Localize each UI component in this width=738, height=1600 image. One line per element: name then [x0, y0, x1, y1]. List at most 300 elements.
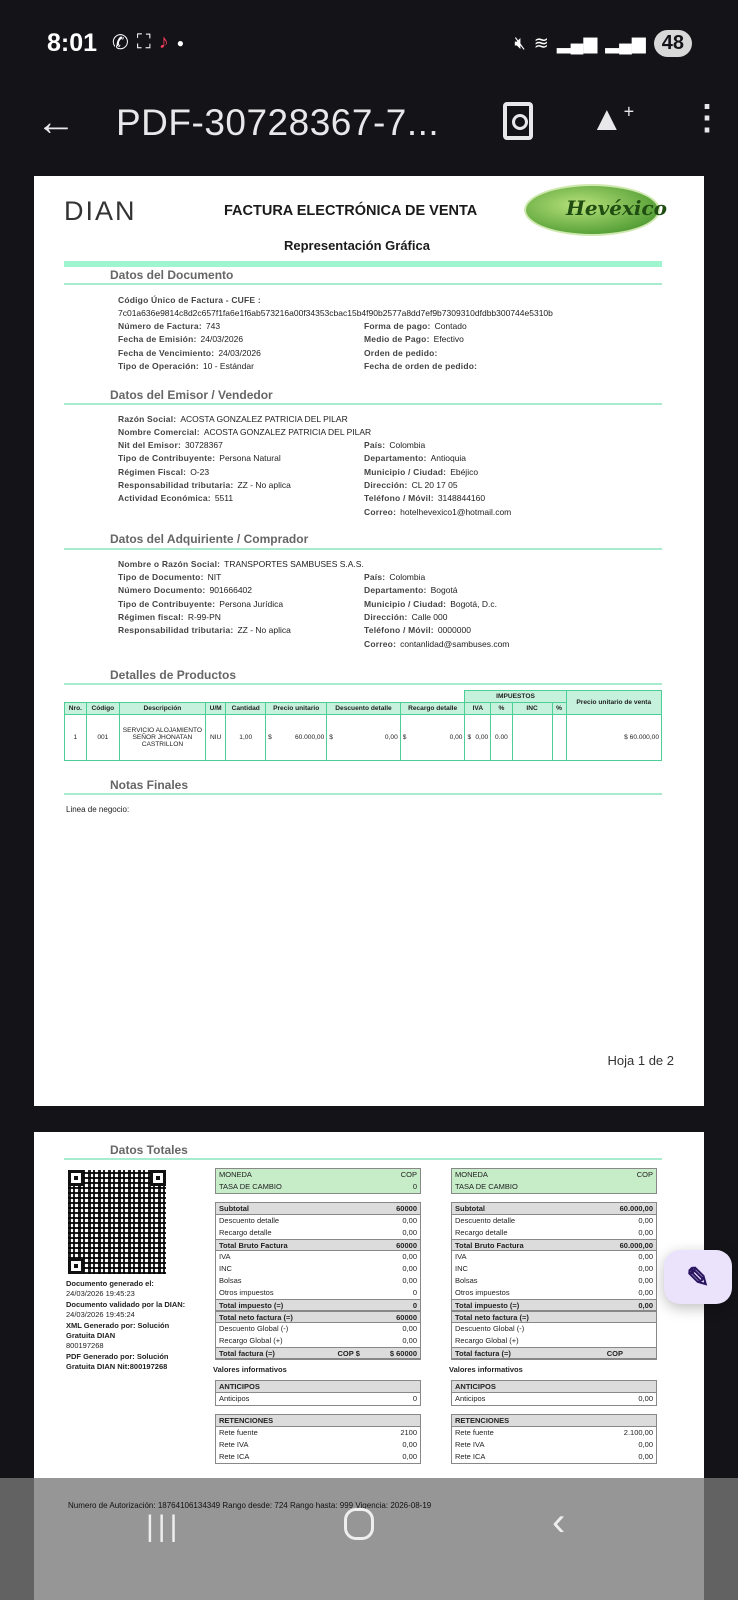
app-toolbar — [0, 90, 738, 170]
totals-currency: COP — [606, 1349, 623, 1358]
totals-value: 0 — [412, 1182, 417, 1191]
totals-label: Total factura (=) — [455, 1349, 511, 1358]
field-row — [118, 572, 221, 582]
field-label: Régimen Fiscal: — [118, 466, 187, 477]
totals-label: Total factura (=) — [219, 1349, 275, 1358]
totals-label: Subtotal — [219, 1204, 249, 1213]
valores-informativos-label: Valores informativos — [449, 1365, 523, 1374]
impuestos-header: IMPUESTOS — [465, 691, 566, 703]
cell-descripcion: SERVICIO ALOJAMIENTO SEÑOR JHONATAN CASTRILLON — [119, 715, 205, 761]
cell-um: NIU — [205, 715, 225, 761]
totals-row — [452, 1347, 656, 1359]
field-value: CL 20 17 05 — [411, 479, 458, 490]
totals-row — [452, 1439, 656, 1451]
document-title: PDF-30728367-7... — [116, 102, 440, 143]
totals-label: Total impuesto (=) — [219, 1301, 284, 1310]
field-row — [118, 321, 220, 331]
field-row — [118, 612, 221, 622]
totals-currency: COP $ — [337, 1349, 360, 1358]
invoice-subtitle: Representación Gráfica — [284, 238, 430, 253]
totals-row — [452, 1181, 656, 1193]
cell-codigo: 001 — [86, 715, 119, 761]
page-number: Hoja 1 de 2 — [607, 1053, 674, 1068]
recent-apps-icon[interactable]: ||| — [146, 1510, 182, 1543]
signal-icon: ▂▄▆ — [556, 33, 598, 53]
cell-cantidad: 1,00 — [226, 715, 266, 761]
retenciones-title: RETENCIONES — [452, 1415, 656, 1427]
edit-signature-button[interactable] — [664, 1250, 732, 1304]
field-value: Colombia — [389, 440, 426, 450]
totals-row — [452, 1393, 656, 1405]
field-label: Razón Social: — [118, 414, 177, 424]
field-row — [118, 480, 291, 490]
anticipos-title: ANTICIPOS — [216, 1381, 420, 1393]
totals-label: Rete fuente — [219, 1428, 258, 1437]
totals-row — [216, 1335, 420, 1347]
totals-value: 0,00 — [402, 1440, 417, 1449]
field-row — [364, 625, 471, 635]
field-row — [118, 334, 243, 344]
section-title-notas: Notas Finales — [110, 778, 189, 792]
totals-row — [452, 1169, 656, 1181]
totals-row — [452, 1263, 656, 1275]
field-label: País: — [364, 440, 386, 450]
totals-row — [216, 1439, 420, 1451]
tiktok-icon: ♪ — [158, 31, 169, 53]
totals-label: Rete ICA — [455, 1452, 486, 1461]
field-row — [364, 467, 478, 477]
totals-value: 0,00 — [638, 1228, 653, 1237]
field-row — [118, 493, 233, 503]
field-value: NIT — [207, 572, 222, 582]
anticipos-box — [451, 1380, 657, 1406]
back-icon[interactable]: ‹ — [552, 1500, 566, 1544]
totals-label: Anticipos — [455, 1394, 486, 1403]
totals-value: 0,00 — [638, 1276, 653, 1285]
field-row — [118, 559, 364, 569]
totals-row — [216, 1287, 420, 1299]
header-divider — [64, 261, 662, 267]
currency-box — [215, 1168, 421, 1194]
totals-value: 2.100,00 — [623, 1428, 653, 1437]
field-row — [364, 440, 425, 450]
totals-row — [216, 1311, 420, 1323]
field-row — [364, 599, 497, 609]
field-row — [364, 321, 467, 331]
qr-code — [68, 1170, 166, 1274]
totals-value: 0,00 — [638, 1252, 653, 1261]
totals-row — [216, 1263, 420, 1275]
field-row — [118, 599, 283, 609]
field-value: O-23 — [190, 466, 210, 477]
pdf-page-1 — [34, 176, 704, 1106]
totals-label: Recargo Global (+) — [455, 1336, 519, 1345]
totals-row — [216, 1299, 420, 1311]
anticipos-title: ANTICIPOS — [452, 1381, 656, 1393]
totals-label: IVA — [455, 1252, 467, 1261]
totals-value: 0,00 — [638, 1301, 653, 1310]
totals-value: COP — [636, 1170, 653, 1179]
gen-info-label: XML Generado por: Solución Gratuita DIAN — [66, 1320, 170, 1341]
section-divider — [64, 283, 662, 285]
section-title-totales: Datos Totales — [110, 1143, 188, 1157]
totals-label: INC — [219, 1264, 232, 1273]
totals-row — [216, 1181, 420, 1193]
field-label: Departamento: — [364, 453, 427, 464]
totals-value: 60000 — [396, 1241, 417, 1250]
signal-icon: ▂▄▆ — [605, 33, 646, 53]
totals-row — [216, 1239, 420, 1251]
edit-signature-icon: ✎ — [686, 1261, 710, 1293]
totals-value: 0,00 — [638, 1452, 653, 1461]
totals-row — [216, 1393, 420, 1405]
field-row — [118, 414, 348, 424]
field-value: Antioquia — [430, 453, 467, 464]
totals-label: Bolsas — [455, 1276, 478, 1285]
section-title-productos: Detalles de Productos — [110, 668, 237, 682]
col-header: Código — [86, 703, 119, 715]
field-label: Dirección: — [364, 611, 408, 622]
totals-value: 0,00 — [402, 1452, 417, 1461]
col-header: Precio unitario — [266, 703, 327, 715]
retenciones-title: RETENCIONES — [216, 1415, 420, 1427]
totals-label: MONEDA — [219, 1170, 252, 1179]
col-header: Recargo detalle — [400, 703, 465, 715]
field-label: Teléfono / Móvil: — [364, 493, 434, 504]
col-header: INC — [512, 703, 552, 715]
retenciones-box — [215, 1414, 421, 1464]
document-search-icon[interactable] — [503, 102, 533, 140]
cufe-value: 7c01a636e9814c8d2c657f1fa6e1f6ab573216a00f34353cbac15b4f90b2577a8dd7ef9b7309310dfdbb300744e5310b — [118, 308, 553, 318]
totals-value: COP — [400, 1170, 417, 1179]
totals-value: 0,00 — [638, 1288, 653, 1297]
section-divider — [64, 683, 662, 685]
totals-row — [452, 1335, 656, 1347]
totals-value: 0,00 — [638, 1394, 653, 1403]
field-label: Municipio / Ciudad: — [364, 466, 447, 477]
cell-iva-pct: 0.00 — [491, 715, 512, 761]
totals-label: Bolsas — [219, 1276, 242, 1285]
field-label: Correo: — [364, 638, 397, 649]
field-label: Responsabilidad tributaria: — [118, 625, 234, 636]
field-value: Persona Natural — [219, 453, 281, 464]
totals-label: Total Bruto Factura — [455, 1241, 524, 1250]
totals-label: Rete IVA — [219, 1440, 249, 1449]
field-label: Tipo de Documento: — [118, 572, 204, 582]
section-divider — [64, 793, 662, 795]
totals-label: Descuento Global (-) — [455, 1324, 525, 1333]
col-header: Cantidad — [226, 703, 266, 715]
totals-value: 2100 — [400, 1428, 417, 1437]
field-value: 24/03/2026 — [200, 334, 244, 345]
totals-row — [452, 1275, 656, 1287]
totals-label: TASA DE CAMBIO — [219, 1182, 282, 1191]
totals-row — [452, 1451, 656, 1463]
gen-info-value: 24/03/2026 19:45:24 — [66, 1310, 135, 1320]
field-label: Departamento: — [364, 585, 427, 596]
cell-recargo: $ 0,00 — [400, 715, 465, 761]
totals-value: 0 — [412, 1301, 417, 1310]
section-title-adquiriente: Datos del Adquiriente / Comprador — [110, 532, 309, 546]
field-label: Número Documento: — [118, 585, 206, 596]
totals-row — [452, 1251, 656, 1263]
field-row — [118, 467, 209, 477]
section-divider — [64, 1158, 662, 1160]
field-value: Contado — [434, 321, 467, 331]
mute-icon: 🔇︎ — [514, 33, 526, 53]
field-label: Régimen fiscal: — [118, 611, 184, 622]
field-value: Persona Jurídica — [219, 598, 284, 609]
whatsapp-icon: ✆ — [112, 32, 129, 54]
generation-info — [66, 1279, 191, 1373]
totals-label: Recargo Global (+) — [219, 1336, 283, 1345]
screenshot-icon: ⛶ — [136, 31, 151, 53]
totals-row — [452, 1215, 656, 1227]
field-value: Efectivo — [433, 334, 464, 345]
status-bar — [0, 0, 738, 90]
totals-row — [216, 1347, 420, 1359]
totals-value: 0,00 — [402, 1228, 417, 1237]
totals-label: Total Bruto Factura — [219, 1241, 288, 1250]
field-label: Teléfono / Móvil: — [364, 625, 434, 636]
field-value: Bogotá — [430, 585, 458, 596]
totals-label: Recargo detalle — [219, 1228, 272, 1237]
field-row — [118, 585, 252, 595]
totals-value: 0,00 — [638, 1264, 653, 1273]
totals-value: 0,00 — [402, 1264, 417, 1273]
field-label: Nit del Emisor: — [118, 440, 181, 450]
totals-row — [452, 1203, 656, 1215]
totals-value: $ 60000 — [389, 1349, 417, 1358]
field-value: Ebéjico — [450, 466, 479, 477]
drive-add-icon[interactable]: ▲+ — [590, 100, 635, 138]
field-value: ZZ - No aplica — [237, 625, 291, 636]
cufe-label: Código Único de Factura - CUFE : — [118, 295, 261, 305]
currency-box — [451, 1168, 657, 1194]
field-row — [364, 361, 481, 371]
field-value: Bogotá, D.c. — [450, 598, 497, 609]
field-row — [364, 639, 509, 649]
totals-row — [216, 1203, 420, 1215]
field-label: Responsabilidad tributaria: — [118, 479, 234, 490]
totals-row — [216, 1427, 420, 1439]
home-icon[interactable] — [344, 1508, 374, 1540]
field-value: 30728367 — [184, 440, 223, 450]
cell-inc-pct — [552, 715, 566, 761]
linea-negocio: Linea de negocio: — [66, 805, 130, 814]
valores-informativos-label: Valores informativos — [213, 1365, 287, 1374]
field-label: Medio de Pago: — [364, 334, 430, 345]
field-label: Tipo de Contribuyente: — [118, 453, 216, 464]
totals-box — [451, 1202, 657, 1360]
field-value: hotelhevexico1@hotmail.com — [400, 506, 512, 517]
hotel-logo: Hevéxico — [524, 184, 660, 236]
totals-label: Subtotal — [455, 1204, 485, 1213]
field-row — [118, 440, 223, 450]
totals-value: 0,00 — [402, 1324, 417, 1333]
field-value: contanlidad@sambuses.com — [400, 638, 510, 649]
field-value: R-99-PN — [187, 611, 221, 622]
field-label: Nombre Comercial: — [118, 427, 200, 438]
totals-row — [452, 1239, 656, 1251]
field-label: Fecha de Vencimiento: — [118, 347, 215, 358]
field-value: 24/03/2026 — [218, 347, 261, 358]
field-label: Correo: — [364, 506, 397, 517]
field-value: ACOSTA GONZALEZ PATRICIA DEL PILAR — [203, 427, 372, 438]
section-title-emisor: Datos del Emisor / Vendedor — [110, 388, 273, 402]
col-header: % — [552, 703, 566, 715]
field-value: 0000000 — [437, 625, 471, 636]
anticipos-box — [215, 1380, 421, 1406]
field-row — [118, 427, 371, 437]
navigation-bar — [0, 1478, 738, 1600]
field-row — [364, 507, 511, 517]
totals-value: 0 — [412, 1394, 417, 1403]
totals-label: Total impuesto (=) — [455, 1301, 520, 1310]
gen-info-label: Documento validado por la DIAN: — [66, 1299, 186, 1309]
totals-label: Otros impuestos — [219, 1288, 274, 1297]
field-value: Calle 000 — [411, 611, 448, 622]
totals-row — [216, 1251, 420, 1263]
arrow-left-icon[interactable]: ← — [36, 100, 76, 144]
totals-value: 60000 — [396, 1204, 417, 1213]
products-table — [64, 690, 662, 761]
dian-logo: DIAN — [64, 196, 137, 226]
more-vert-icon[interactable]: ⋮ — [690, 99, 724, 137]
totals-row — [216, 1215, 420, 1227]
totals-label: Total neto factura (=) — [455, 1313, 529, 1322]
totals-label: IVA — [219, 1252, 231, 1261]
totals-value: 0 — [412, 1288, 417, 1297]
field-row — [118, 625, 291, 635]
totals-label: INC — [455, 1264, 468, 1273]
section-divider — [64, 403, 662, 405]
field-row — [364, 348, 442, 358]
totals-row — [216, 1451, 420, 1463]
authorization-line: Numero de Autorización: 18764106134349 Rango desde: 724 Rango hasta: 999 Vigencia: 2026-08-19 — [68, 1501, 432, 1510]
field-value: 10 - Estándar — [202, 360, 254, 371]
col-header: Descuento detalle — [327, 703, 400, 715]
field-label: Número de Factura: — [118, 321, 202, 331]
totals-label: Rete ICA — [219, 1452, 250, 1461]
field-row — [118, 361, 254, 371]
dot-icon: ● — [176, 35, 185, 50]
col-header: Descripción — [119, 703, 205, 715]
field-label: Fecha de Emisión: — [118, 334, 197, 345]
field-label: Fecha de orden de pedido: — [364, 360, 478, 371]
status-time: 8:01 — [47, 29, 98, 57]
field-value: 901666402 — [209, 585, 253, 596]
totals-row — [452, 1427, 656, 1439]
col-header: Precio unitario de venta — [566, 691, 661, 715]
totals-label: Recargo detalle — [455, 1228, 508, 1237]
totals-row — [216, 1275, 420, 1287]
totals-label: Rete fuente — [455, 1428, 494, 1437]
totals-label: Descuento detalle — [455, 1216, 516, 1225]
field-value: 3148844160 — [437, 493, 486, 504]
field-label: Orden de pedido: — [364, 347, 438, 358]
totals-row — [452, 1311, 656, 1323]
field-label: Forma de pago: — [364, 321, 431, 331]
section-divider — [64, 548, 662, 550]
totals-value: 0,00 — [638, 1440, 653, 1449]
field-label: Tipo de Operación: — [118, 360, 199, 371]
totals-value: 0,00 — [638, 1216, 653, 1225]
section-title-documento: Datos del Documento — [110, 268, 234, 282]
wifi-icon: ≋ — [533, 33, 549, 53]
gen-info-label: PDF Generado por: Solución Gratuita DIAN Nit:800197268 — [66, 1351, 169, 1372]
field-row — [364, 493, 485, 503]
totals-row — [452, 1323, 656, 1335]
field-label: Municipio / Ciudad: — [364, 598, 447, 609]
field-row — [364, 453, 466, 463]
table-row — [65, 715, 662, 761]
totals-label: Total neto factura (=) — [219, 1313, 293, 1322]
field-value: ZZ - No aplica — [237, 479, 291, 490]
totals-row — [216, 1169, 420, 1181]
battery-indicator: 48 — [654, 30, 692, 57]
field-row — [364, 480, 458, 490]
field-label: Nombre o Razón Social: — [118, 559, 221, 569]
col-header: % — [491, 703, 512, 715]
totals-label: Descuento Global (-) — [219, 1324, 289, 1333]
cell-precio-venta: $ 60.000,00 — [566, 715, 661, 761]
gen-info-value: 24/03/2026 19:45:23 — [66, 1289, 135, 1299]
cell-inc — [512, 715, 552, 761]
field-value: TRANSPORTES SAMBUSES S.A.S. — [224, 559, 364, 569]
col-header: IVA — [465, 703, 491, 715]
totals-value: 0,00 — [402, 1252, 417, 1261]
totals-label: Anticipos — [219, 1394, 250, 1403]
invoice-title: FACTURA ELECTRÓNICA DE VENTA — [224, 203, 478, 219]
field-row — [364, 572, 425, 582]
col-header: U/M — [205, 703, 225, 715]
retenciones-box — [451, 1414, 657, 1464]
field-value: 743 — [205, 321, 221, 331]
totals-label: Descuento detalle — [219, 1216, 280, 1225]
cell-precio-unitario: $ 60.000,00 — [266, 715, 327, 761]
field-label: Tipo de Contribuyente: — [118, 598, 216, 609]
field-row — [364, 334, 464, 344]
totals-label: Rete IVA — [455, 1440, 485, 1449]
totals-value: 60000 — [396, 1313, 417, 1322]
totals-value: 60.000,00 — [619, 1241, 653, 1250]
field-row — [364, 585, 458, 595]
field-row — [364, 612, 448, 622]
field-row — [118, 348, 261, 358]
totals-value: 60.000,00 — [619, 1204, 653, 1213]
cell-descuento: $ 0,00 — [327, 715, 400, 761]
totals-value: 0,00 — [402, 1216, 417, 1225]
cell-iva: $ 0,00 — [465, 715, 491, 761]
totals-row — [452, 1227, 656, 1239]
cell-nro: 1 — [65, 715, 87, 761]
totals-row — [216, 1227, 420, 1239]
field-label: Dirección: — [364, 479, 408, 490]
field-value: 5511 — [214, 493, 234, 504]
field-row — [118, 453, 281, 463]
field-label: Actividad Económica: — [118, 493, 211, 504]
gen-info-value: 800197268 — [66, 1341, 104, 1351]
totals-label: Otros impuestos — [455, 1288, 510, 1297]
totals-row — [452, 1287, 656, 1299]
gen-info-label: Documento generado el: — [66, 1279, 154, 1288]
totals-label: TASA DE CAMBIO — [455, 1182, 518, 1191]
field-value: Colombia — [389, 572, 426, 582]
totals-label: MONEDA — [455, 1170, 488, 1179]
col-header: Nro. — [65, 703, 87, 715]
totals-value: 0,00 — [402, 1276, 417, 1285]
